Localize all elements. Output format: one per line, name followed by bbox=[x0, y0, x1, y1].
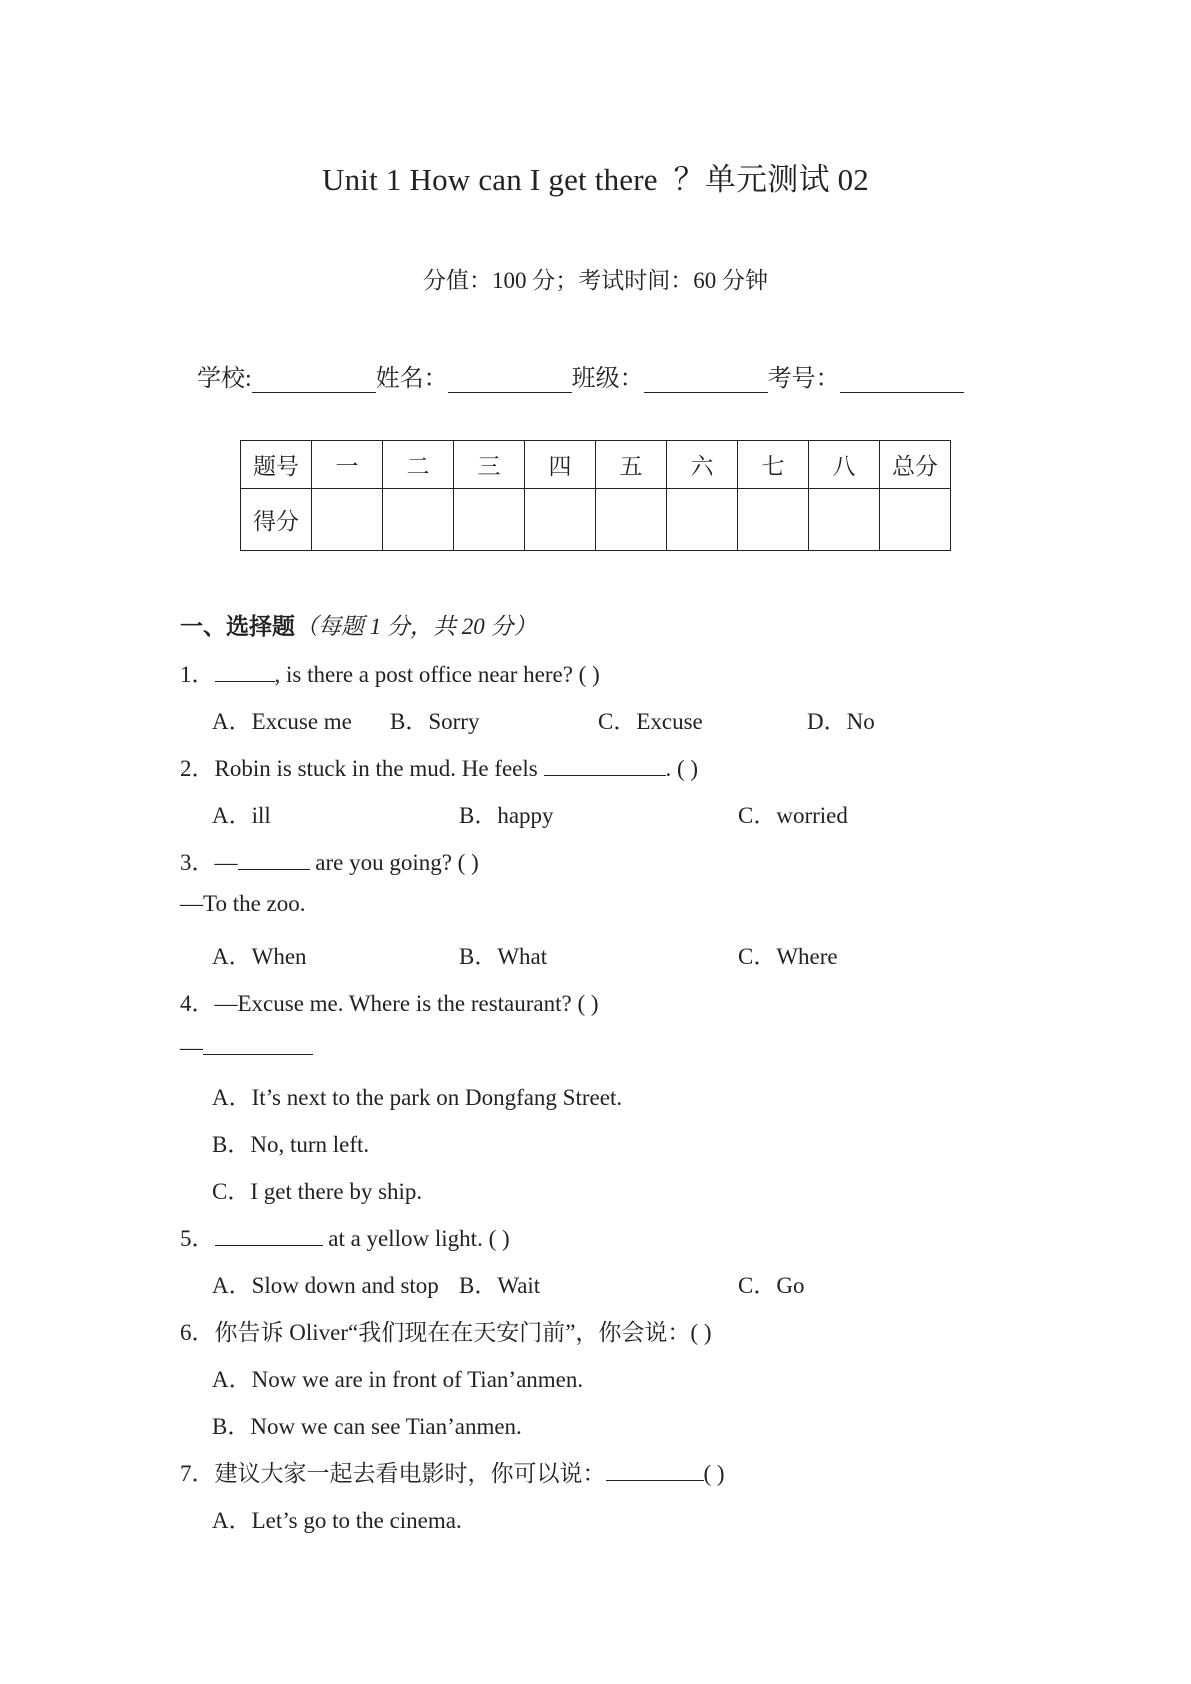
question-number: 1． bbox=[180, 662, 215, 687]
option-a: A．Now we are in front of Tian’anmen. bbox=[212, 1367, 584, 1392]
score-header-cell: 八 bbox=[809, 441, 880, 489]
question-5 bbox=[180, 1220, 510, 1253]
score-header-cell: 二 bbox=[383, 441, 454, 489]
score-header-cell: 题号 bbox=[241, 441, 312, 489]
question-2 bbox=[180, 750, 698, 783]
score-cell[interactable] bbox=[383, 489, 454, 551]
score-table-header-row bbox=[241, 441, 951, 489]
score-row-label: 得分 bbox=[241, 489, 312, 551]
question-number: 6． bbox=[180, 1320, 215, 1345]
question-text: 建议大家一起去看电影时，你可以说： bbox=[214, 1461, 606, 1486]
answer-blank[interactable] bbox=[606, 1458, 704, 1481]
option-c: C．I get there by ship. bbox=[212, 1179, 423, 1204]
question-6 bbox=[180, 1314, 712, 1347]
option-c: C．Go bbox=[738, 1273, 805, 1298]
question-text: Robin is stuck in the mud. He feels bbox=[214, 756, 544, 781]
question-3 bbox=[180, 844, 479, 877]
school-field[interactable] bbox=[252, 366, 376, 393]
score-table-score-row bbox=[241, 489, 951, 551]
score-cell[interactable] bbox=[667, 489, 738, 551]
option-a: A．Excuse me bbox=[212, 709, 352, 734]
section-note: （每题 1 分，共 20 分） bbox=[295, 614, 537, 639]
question-number: 2． bbox=[180, 756, 215, 781]
question-text: . ( ) bbox=[665, 756, 699, 781]
score-cell[interactable] bbox=[312, 489, 383, 551]
score-header-cell: 总分 bbox=[880, 441, 951, 489]
student-info-row bbox=[197, 358, 964, 393]
question-text: —Excuse me. Where is the restaurant? ( ) bbox=[214, 991, 599, 1016]
score-header-cell: 三 bbox=[454, 441, 525, 489]
question-4 bbox=[180, 985, 599, 1018]
question-text: at a yellow light. ( ) bbox=[322, 1226, 510, 1251]
question-number: 5． bbox=[180, 1226, 215, 1251]
class-field[interactable] bbox=[644, 366, 768, 393]
score-header-cell: 六 bbox=[667, 441, 738, 489]
question-1 bbox=[180, 656, 600, 689]
option-c: C．worried bbox=[738, 803, 848, 828]
score-cell[interactable] bbox=[880, 489, 951, 551]
name-label: 姓名： bbox=[375, 366, 448, 392]
answer-blank[interactable] bbox=[215, 659, 275, 682]
score-cell[interactable] bbox=[596, 489, 667, 551]
option-a: A．It’s next to the park on Dongfang Street. bbox=[212, 1085, 623, 1110]
exam-number-field[interactable] bbox=[840, 366, 964, 393]
option-b: B．Now we can see Tian’anmen. bbox=[212, 1414, 522, 1439]
option-a: A．When bbox=[212, 944, 307, 969]
score-header-cell: 一 bbox=[312, 441, 383, 489]
answer-blank[interactable] bbox=[544, 753, 666, 776]
score-header-cell: 五 bbox=[596, 441, 667, 489]
question-7 bbox=[180, 1455, 725, 1488]
answer-blank[interactable] bbox=[215, 1223, 323, 1246]
score-cell[interactable] bbox=[525, 489, 596, 551]
school-label: 学校: bbox=[197, 366, 252, 392]
question-number: 7． bbox=[180, 1461, 215, 1486]
score-cell[interactable] bbox=[809, 489, 880, 551]
question-number: 4． bbox=[180, 991, 215, 1016]
question-text: are you going? ( ) bbox=[309, 850, 479, 875]
exam-info-line: 分值：100 分；考试时间：60 分钟 bbox=[423, 268, 768, 293]
question-number: 3． bbox=[180, 850, 215, 875]
score-cell[interactable] bbox=[738, 489, 809, 551]
question-text: — bbox=[214, 850, 238, 875]
question-response bbox=[180, 1032, 313, 1061]
answer-blank[interactable] bbox=[238, 847, 310, 870]
option-a: A．ill bbox=[212, 803, 271, 828]
name-field[interactable] bbox=[448, 366, 572, 393]
option-b: B．happy bbox=[459, 803, 554, 828]
option-b: B．Wait bbox=[459, 1273, 541, 1298]
option-a: A．Slow down and stop bbox=[212, 1273, 439, 1298]
class-label: 班级： bbox=[571, 366, 644, 392]
question-text: , is there a post office near here? ( ) bbox=[274, 662, 600, 687]
score-table bbox=[240, 440, 951, 551]
option-b: B．What bbox=[459, 944, 548, 969]
section-heading bbox=[180, 608, 537, 641]
option-a: A．Let’s go to the cinema. bbox=[212, 1508, 462, 1533]
option-d: D．No bbox=[807, 709, 875, 734]
exam-number-label: 考号： bbox=[767, 366, 840, 392]
question-text: ( ) bbox=[703, 1461, 725, 1486]
option-b: B．No, turn left. bbox=[212, 1132, 370, 1157]
question-text: — bbox=[180, 1035, 203, 1060]
answer-blank[interactable] bbox=[203, 1032, 313, 1055]
option-b: B．Sorry bbox=[390, 709, 480, 734]
page-title: Unit 1 How can I get there ？单元测试 02 bbox=[321, 162, 869, 197]
score-cell[interactable] bbox=[454, 489, 525, 551]
section-title: 一、选择题 bbox=[180, 614, 295, 639]
score-header-cell: 七 bbox=[738, 441, 809, 489]
option-c: C．Where bbox=[738, 944, 838, 969]
option-c: C．Excuse bbox=[598, 709, 703, 734]
score-header-cell: 四 bbox=[525, 441, 596, 489]
question-response: —To the zoo. bbox=[180, 891, 306, 916]
question-text: 你告诉 Oliver“我们现在在天安门前”，你会说：( ) bbox=[214, 1320, 712, 1345]
